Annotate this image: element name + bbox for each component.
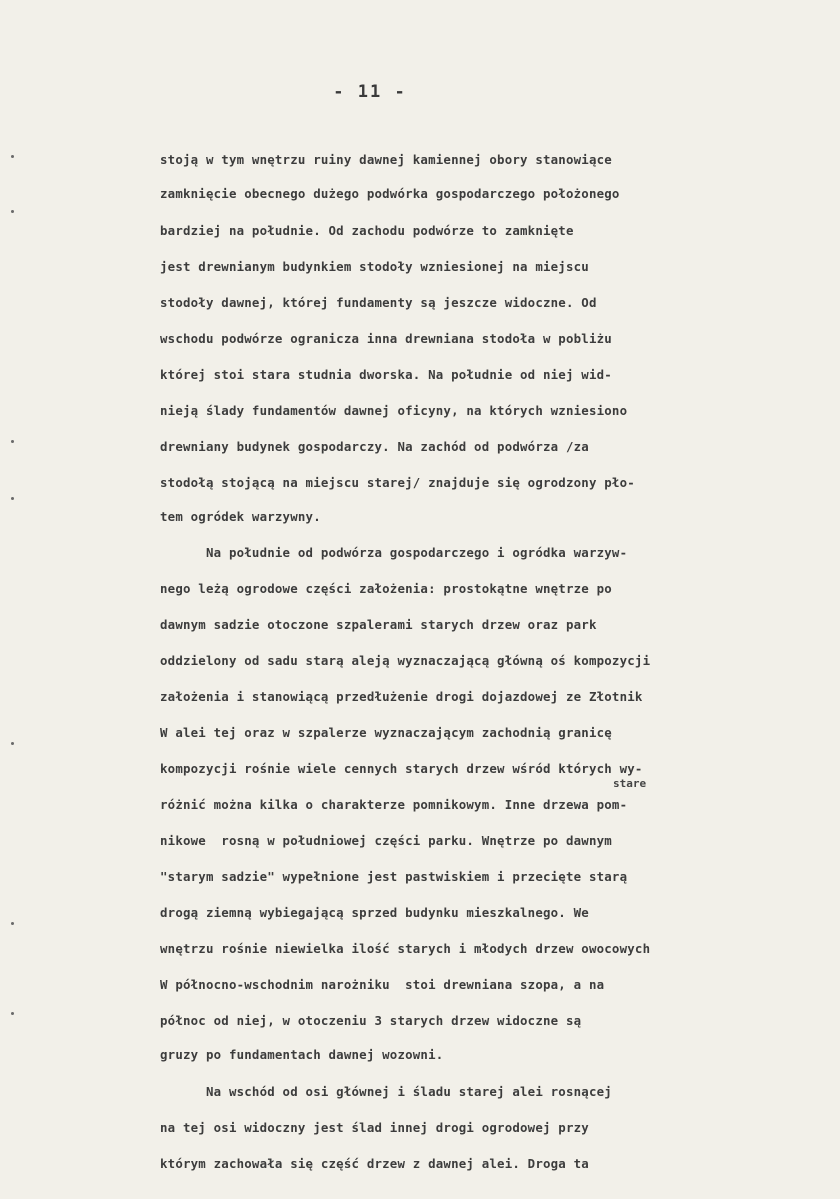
text-line: Na południe od podwórza gospodarczego i ogródka warzyw-: [160, 545, 628, 560]
text-line: wnętrzu rośnie niewielka ilość starych i młodych drzew owocowych: [160, 941, 651, 956]
text-line: Na wschód od osi głównej i śladu starej alei rosnącej: [160, 1084, 612, 1099]
text-line: nikowe rosną w południowej części parku. Wnętrze po dawnym: [160, 833, 612, 848]
scan-dot: [11, 1012, 14, 1015]
text-line: której stoi stara studnia dworska. Na południe od niej wid-: [160, 367, 612, 382]
scan-dot: [11, 210, 14, 213]
text-line: stodołą stojącą na miejscu starej/ znajduje się ogrodzony pło-: [160, 475, 635, 490]
text-line: bardziej na południe. Od zachodu podwórze to zamknięte: [160, 223, 574, 238]
text-line: stodoły dawnej, której fundamenty są jeszcze widoczne. Od: [160, 295, 597, 310]
scan-dot: [11, 155, 14, 158]
text-line: północ od niej, w otoczeniu 3 starych drzew widoczne są: [160, 1013, 582, 1028]
page-number: - 11 -: [333, 82, 407, 102]
text-line: W alei tej oraz w szpalerze wyznaczającym zachodnią granicę: [160, 725, 612, 740]
text-line: wschodu podwórze ogranicza inna drewniana stodoła w pobliżu: [160, 331, 612, 346]
text-line: nieją ślady fundamentów dawnej oficyny, na których wzniesiono: [160, 403, 628, 418]
text-line: drewniany budynek gospodarczy. Na zachód od podwórza /za: [160, 439, 589, 454]
scan-dot: [11, 497, 14, 500]
text-line: różnić można kilka o charakterze pomnikowym. Inne drzewa pom-: [160, 797, 628, 812]
text-line: "starym sadzie" wypełnione jest pastwiskiem i przecięte starą: [160, 869, 628, 884]
scan-dot: [11, 440, 14, 443]
text-line: drogą ziemną wybiegającą sprzed budynku mieszkalnego. We: [160, 905, 589, 920]
text-line: gruzy po fundamentach dawnej wozowni.: [160, 1047, 444, 1062]
scan-dot: [11, 742, 14, 745]
text-line: stoją w tym wnętrzu ruiny dawnej kamiennej obory stanowiące: [160, 152, 612, 167]
text-line: W północno-wschodnim narożniku stoi drewniana szopa, a na: [160, 977, 605, 992]
text-line: jest drewnianym budynkiem stodoły wzniesionej na miejscu: [160, 259, 589, 274]
overtyped-correction: stare: [613, 777, 647, 790]
text-line: nego leżą ogrodowe części założenia: prostokątne wnętrze po: [160, 581, 612, 596]
text-line: oddzielony od sadu starą aleją wyznaczającą główną oś kompozycji: [160, 653, 651, 668]
text-line: zamknięcie obecnego dużego podwórka gospodarczego położonego: [160, 186, 620, 201]
text-line: którym zachowała się część drzew z dawnej alei. Droga ta: [160, 1156, 589, 1171]
text-line: tem ogródek warzywny.: [160, 509, 321, 524]
scan-dot: [11, 922, 14, 925]
text-line: kompozycji rośnie wiele cennych starych drzew wśród których wy-: [160, 761, 643, 776]
text-line: założenia i stanowiącą przedłużenie drogi dojazdowej ze Złotnik: [160, 689, 643, 704]
text-line: dawnym sadzie otoczone szpalerami starych drzew oraz park: [160, 617, 597, 632]
text-line: na tej osi widoczny jest ślad innej drogi ogrodowej przy: [160, 1120, 589, 1135]
typewritten-text: [160, 150, 832, 1171]
